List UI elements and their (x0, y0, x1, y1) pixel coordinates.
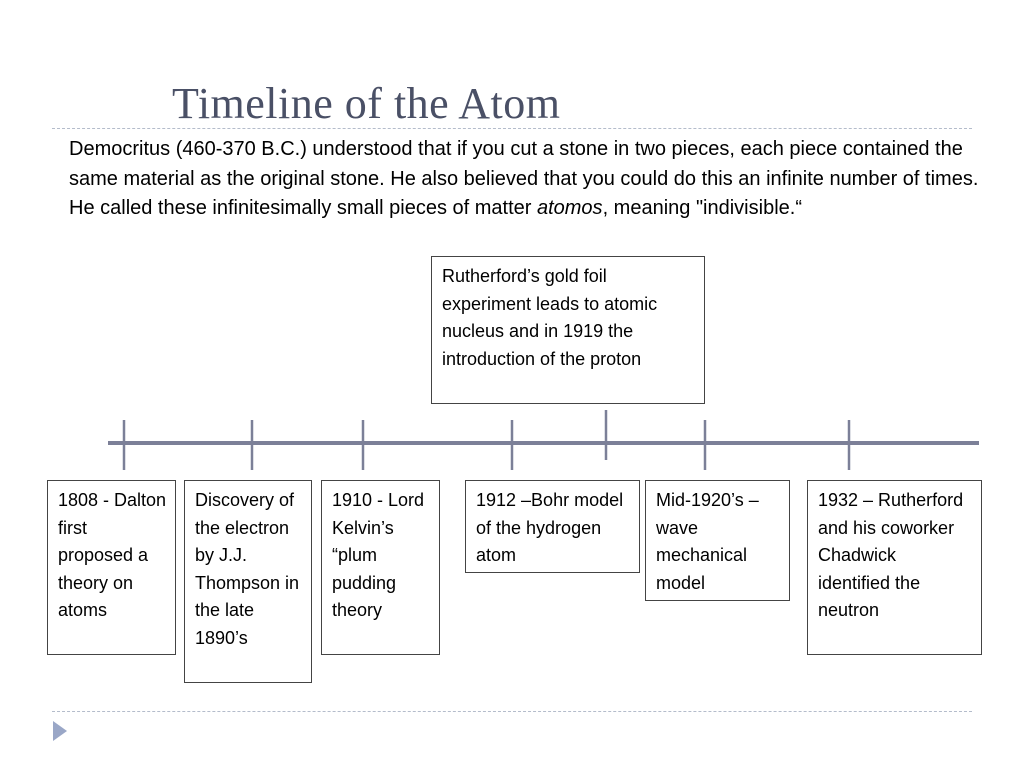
intro-text-end: , meaning "indivisible.“ (602, 197, 802, 219)
event-box-kelvin: 1910 - Lord Kelvin’s “plum pudding theory (321, 480, 440, 655)
event-box-electron: Discovery of the electron by J.J. Thompson in the late 1890’s (184, 480, 312, 683)
event-box-rutherford-gold-foil: Rutherford’s gold foil experiment leads to atomic nucleus and in 1919 the introduction of the proton (431, 256, 705, 404)
slide-title: Timeline of the Atom (172, 79, 561, 128)
triangle-right-icon[interactable] (52, 720, 68, 742)
event-box-neutron: 1932 – Rutherford and his coworker Chadwick identified the neutron (807, 480, 982, 655)
intro-term: atomos (536, 197, 603, 219)
intro-text: Democritus (460-370 B.C.) understood that if you cut a stone in two pieces, each piece contained the same material as the original stone. He also believed that you could do this an infinite number of times. He called these infinitesimally small pieces of matter (69, 138, 979, 219)
event-box-bohr: 1912 –Bohr model of the hydrogen atom (465, 480, 640, 573)
event-box-wave-model: Mid-1920’s – wave mechanical model (645, 480, 790, 601)
footer-divider (52, 711, 972, 712)
event-box-dalton: 1808 - Dalton first proposed a theory on atoms (47, 480, 176, 655)
